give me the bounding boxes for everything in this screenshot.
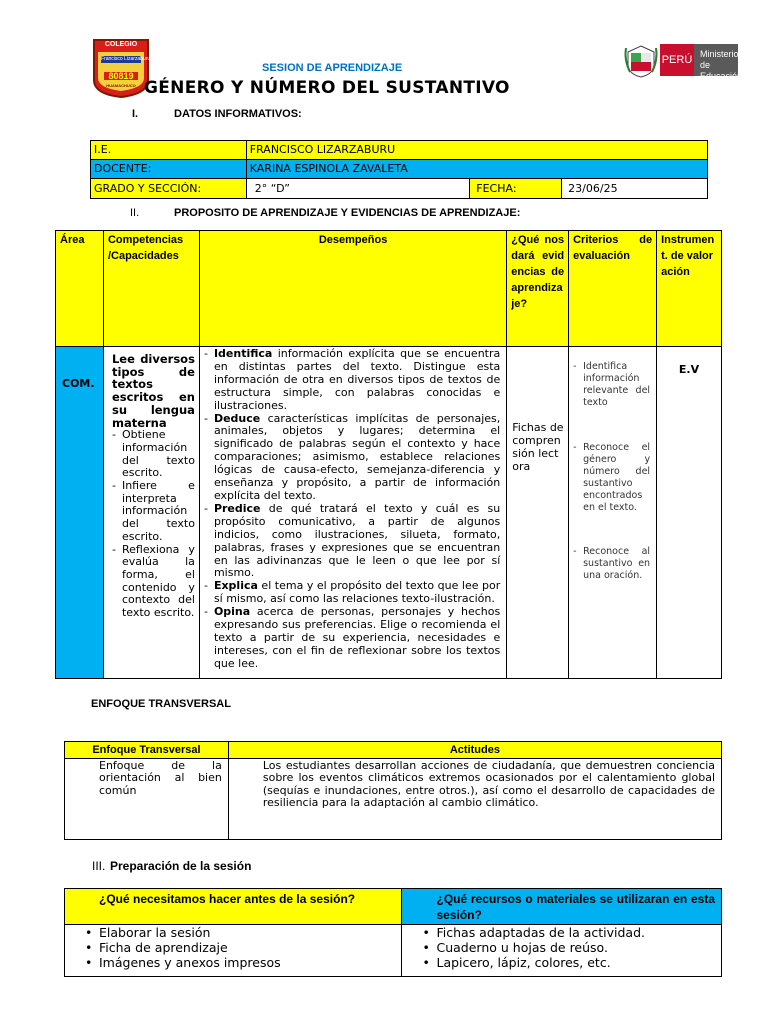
desempeno-verb: Opina — [213, 605, 251, 619]
desempeno-item — [204, 413, 500, 503]
ie-value: FRANCISCO LIZARZABURU — [246, 141, 707, 160]
antes-list — [79, 925, 397, 970]
criterios-cell — [569, 347, 657, 679]
school-logo — [92, 38, 150, 98]
header-competencias: Competencias /Capacidades — [103, 231, 199, 347]
criterios-list — [573, 361, 650, 582]
section-2-numeral: II. — [130, 207, 140, 219]
desempeno-text: información explícita que se encuentra en distintas partes del texto. Distingue esta información de otra en diversos tipos de textos de estructura simple, con palabras conocidas e ilustraciones. — [213, 347, 501, 412]
capacidad-item: - Infiere e interpreta información del texto escrito. — [112, 480, 195, 544]
page-title: GÉNERO Y NÚMERO DEL SUSTANTIVO — [144, 78, 510, 98]
desempeno-text: características implícitas de personajes, animales, objetos y lugares; determina el significado de palabras según el contexto y hace comparaciones; asimismo, establece relaciones lógicas de causa-efecto, semejanza-diferencia y enseñanza y propósito, a partir de información explícita del texto. — [213, 411, 501, 502]
desempeno-verb: Predice — [213, 501, 261, 515]
header-evidencia: ¿Qué nos dará evidencias de aprendizaje? — [507, 231, 569, 347]
desempeno-text: de qué tratará el texto y cuál es su propósito comunicativo, a partir de algunos indicios, como ilustraciones, silueta, formato, palabras, frases y expresiones que se encuentran en las adivinanzas que le leen o que lee por sí mismo. — [213, 501, 501, 580]
section-1-numeral: I. — [132, 108, 139, 120]
desempenos-cell — [199, 347, 506, 679]
section-2-title: PROPOSITO DE APRENDIZAJE Y EVIDENCIAS DE APRENDIZAJE: — [174, 207, 521, 219]
antes-item: • Elaborar la sesión — [79, 925, 397, 940]
peru-coat-of-arms-icon — [622, 40, 660, 80]
enfoque-header: Enfoque Transversal — [65, 742, 229, 759]
ministry-logo-peru: PERÚ — [660, 44, 694, 76]
desempeno-verb: Deduce — [213, 411, 261, 425]
enfoque-table — [64, 741, 722, 840]
desempeno-item — [204, 580, 500, 606]
competencias-cell — [103, 347, 199, 679]
desempeno-verb: Explica — [213, 579, 258, 593]
ie-label: I.E. — [91, 141, 247, 160]
evidencia-cell: Fichas de comprensión lectora — [507, 347, 569, 679]
desempeno-item — [204, 606, 500, 671]
recurso-item: • Cuaderno u hojas de reúso. — [416, 940, 717, 955]
grado-label: GRADO Y SECCIÓN: — [91, 179, 247, 199]
desempenos-list — [204, 348, 500, 671]
header-desempenos: Desempeños — [199, 231, 506, 347]
session-label: SESION DE APRENDIZAJE — [262, 62, 403, 74]
recursos-header: ¿Qué recursos o materiales se utilizaran en esta sesión? — [402, 889, 722, 925]
desempeno-text: el tema y el propósito del texto que lee por sí mismo, así como las relaciones texto-ilustración. — [213, 579, 501, 606]
school-logo-number: 80819 — [108, 71, 134, 81]
antes-item: • Ficha de aprendizaje — [79, 940, 397, 955]
school-logo-bottom: HUAMACHUCO — [106, 83, 136, 88]
antes-cell — [65, 925, 402, 977]
instrumento-cell: E.V — [657, 347, 722, 679]
section-3-numeral: III. — [92, 859, 106, 873]
fecha-label: FECHA: — [470, 179, 562, 199]
ministry-logo — [622, 40, 743, 81]
criterio-item: - Reconoce al sustantivo en una oración. — [573, 546, 650, 582]
criterio-item: - Reconoce el género y número del sustantivo encontrados en el texto. — [573, 442, 650, 514]
enfoque-title: ENFOQUE TRANSVERSAL — [91, 698, 231, 710]
antes-item: • Imágenes y anexos impresos — [79, 955, 397, 970]
actitudes-header: Actitudes — [228, 742, 721, 759]
recurso-item: • Lapicero, lápiz, colores, etc. — [416, 955, 717, 970]
desempeno-item — [204, 348, 500, 413]
preparacion-table — [64, 888, 722, 977]
recurso-item: • Fichas adaptadas de la actividad. — [416, 925, 717, 940]
actitudes-cell: Los estudiantes desarrollan acciones de ciudadanía, que demuestren conciencia sobre los eventos climáticos extremos ocasionados por el calentamiento global (sequías e inundaciones, entre otros.), así como el desarrollo de capacidades de resiliencia para la adaptación al cambio climático. — [228, 759, 721, 840]
docente-value: KARINA ESPINOLA ZAVALETA — [246, 160, 707, 179]
section-3-title: Preparación de la sesión — [110, 859, 252, 873]
enfoque-cell: Enfoque de la orientación al bien común — [65, 759, 229, 840]
header-area: Área — [56, 231, 104, 347]
area-cell: COM. — [56, 347, 104, 679]
school-logo-name: Francisco Lizarzaburu — [101, 56, 151, 62]
recursos-cell — [402, 925, 722, 977]
grado-value: 2° “D” — [246, 179, 470, 199]
criterio-item: - Identifica información relevante del texto — [573, 361, 650, 409]
recursos-list — [416, 925, 717, 970]
docente-label: DOCENTE: — [91, 160, 247, 179]
school-logo-top: COLEGIO — [104, 41, 138, 48]
capacidad-item: - Reflexiona y evalúa la forma, el contenido y contexto del texto escrito. — [112, 544, 195, 620]
desempeno-verb: Identifica — [213, 347, 273, 360]
proposito-table — [55, 230, 722, 679]
capacidad-item: - Obtiene información del texto escrito. — [112, 429, 195, 480]
competencia-text: Lee diversos tipos de textos escritos en su lengua materna — [111, 352, 195, 430]
antes-header: ¿Qué necesitamos hacer antes de la sesión? — [65, 889, 402, 925]
desempeno-text: acerca de personas, personajes y hechos expresando sus preferencias. Elige o recomienda el texto a partir de su experiencia, necesidades e intereses, con el fin de reflexionar sobre los textos que lee. — [213, 605, 501, 670]
ministry-logo-name: Ministerio de Educación — [694, 44, 738, 76]
datos-table — [90, 140, 708, 199]
capacidades-list — [112, 429, 195, 620]
fecha-value: 23/06/25 — [562, 179, 708, 199]
section-1-title: DATOS INFORMATIVOS: — [174, 108, 302, 120]
header-instrumento: Instrument. de valoración — [657, 231, 722, 347]
header-criterios: Criterios de evaluación — [569, 231, 657, 347]
desempeno-item — [204, 503, 500, 580]
